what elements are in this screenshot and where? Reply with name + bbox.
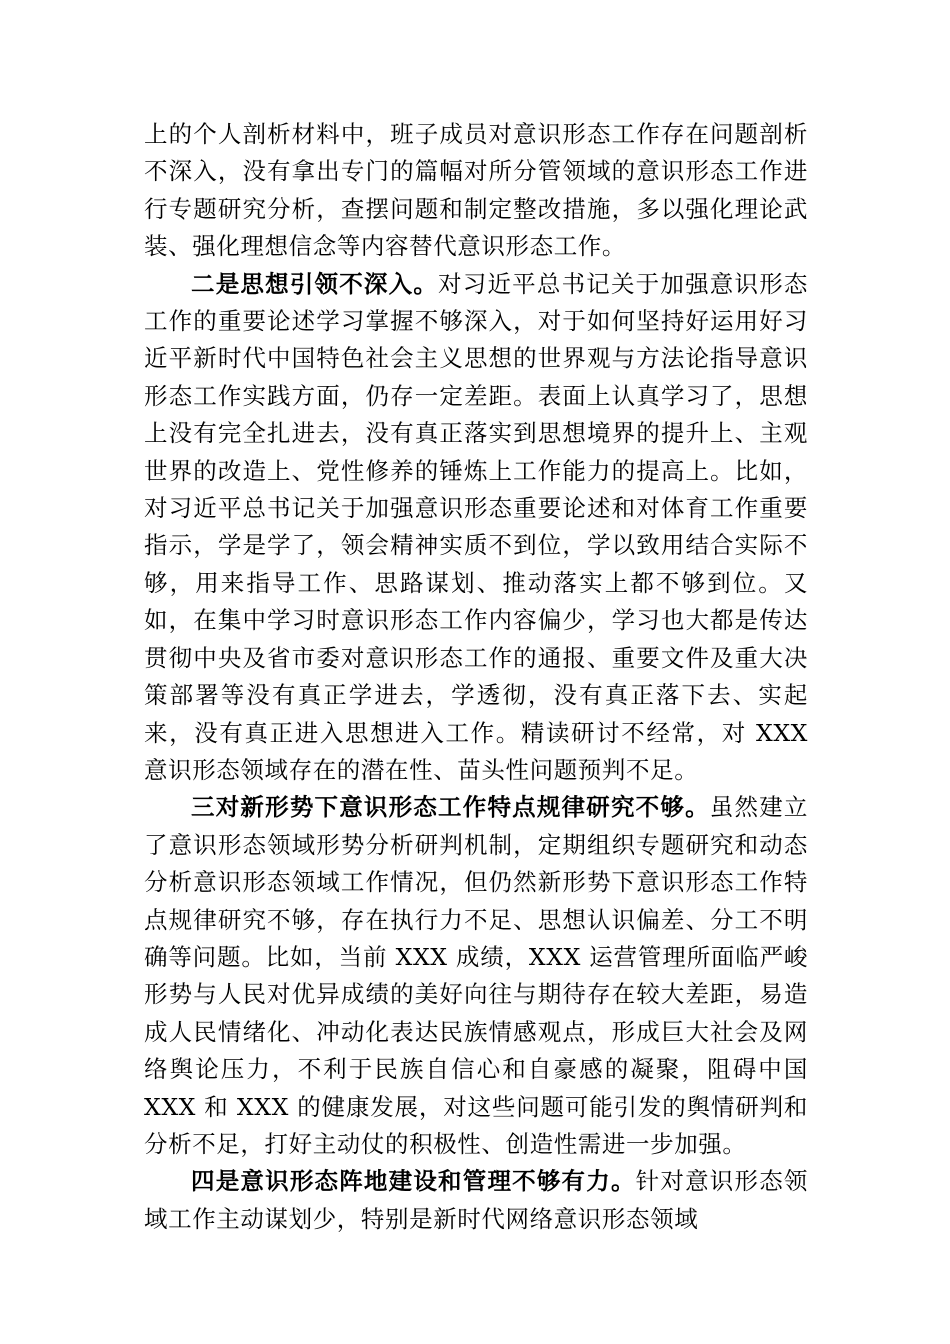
paragraph-2 bbox=[144, 266, 808, 790]
paragraph-3-body: 虽然建立了意识形态领域形势分析研判机制，定期组织专题研究和动态分析意识形态领域工作情况，但仍然新形势下意识形态工作特点规律研究不够，存在执行力不足、思想认识偏差、分工不明确等问题。比如，当前 XXX 成绩，XXX 运营管理所面临严峻形势与人民对优异成绩的美好向往与期待存在较大差距，易造成人民情绪化、冲动化表达民族情感观点，形成巨大社会及网络舆论压力，不利于民族自信心和自豪感的凝聚，阻碍中国 XXX 和 XXX 的健康发展，对这些问题可能引发的舆情研判和分析不足，打好主动仗的积极性、创造性需进一步加强。 bbox=[144, 793, 808, 1158]
paragraph-3 bbox=[144, 789, 808, 1163]
paragraph-2-heading: 二是思想引领不深入。 bbox=[191, 269, 439, 298]
paragraph-2-body: 对习近平总书记关于加强意识形态工作的重要论述学习掌握不够深入，对于如何坚持好运用好习近平新时代中国特色社会主义思想的世界观与方法论指导意识形态工作实践方面，仍存一定差距。表面上认真学习了，思想上没有完全扎进去，没有真正落实到思想境界的提升上、主观世界的改造上、党性修养的锤炼上工作能力的提高上。比如，对习近平总书记关于加强意识形态重要论述和对体育工作重要指示，学是学了，领会精神实质不到位，学以致用结合实际不够，用来指导工作、思路谋划、推动落实上都不够到位。又如，在集中学习时意识形态工作内容偏少，学习也大都是传达贯彻中央及省市委对意识形态工作的通报、重要文件及重大决策部署等没有真正学进去，学透彻，没有真正落下去、实起来，没有真正进入思想进入工作。精读研讨不经常，对 XXX 意识形态领域存在的潜在性、苗头性问题预判不足。 bbox=[144, 269, 809, 784]
paragraph-4-heading: 四是意识形态阵地建设和管理不够有力。 bbox=[191, 1167, 636, 1196]
paragraph-4 bbox=[144, 1163, 808, 1238]
paragraph-1-body: 上的个人剖析材料中，班子成员对意识形态工作存在问题剖析不深入，没有拿出专门的篇幅对所分管领域的意识形态工作进行专题研究分析，查摆问题和制定整改措施，多以强化理论武装、强化理想信念等内容替代意识形态工作。 bbox=[144, 120, 808, 261]
paragraph-1 bbox=[144, 116, 808, 266]
paragraph-4-body: 针对意识形态领域工作主动谋划少，特别是新时代网络意识形态领域 bbox=[144, 1167, 808, 1233]
paragraph-3-heading: 三对新形势下意识形态工作特点规律研究不够。 bbox=[191, 793, 710, 822]
document-body bbox=[144, 116, 808, 1238]
